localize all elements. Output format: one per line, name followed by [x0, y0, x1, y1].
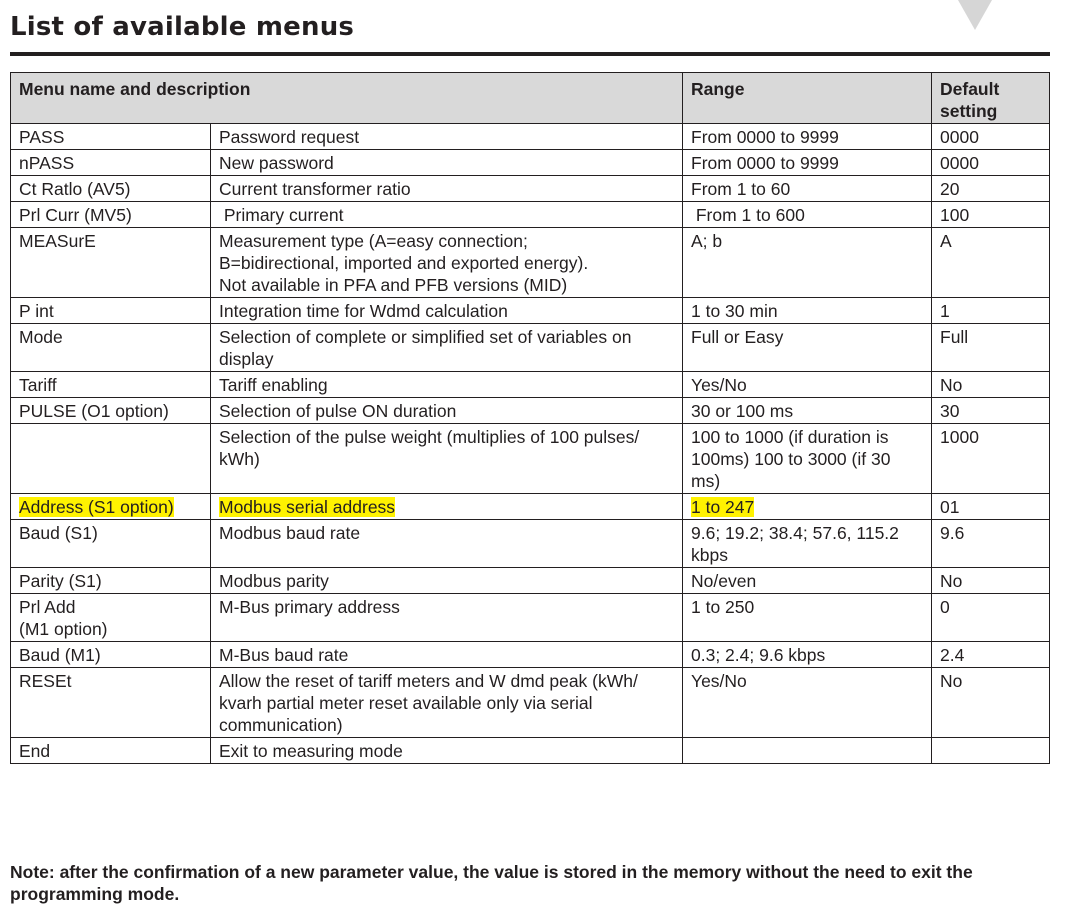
- description-text: Primary current: [219, 205, 344, 225]
- range-text: From 1 to 600: [691, 205, 805, 225]
- table-row: [11, 642, 1050, 668]
- menu-name-cell: [11, 202, 211, 228]
- description-cell: [211, 668, 683, 738]
- table-row: [11, 150, 1050, 176]
- range-text: Full or Easy: [691, 327, 784, 347]
- menu-name-cell: [11, 668, 211, 738]
- range-text: No/even: [691, 571, 757, 591]
- table-row: [11, 372, 1050, 398]
- menu-name-text: Baud (S1): [19, 523, 98, 543]
- menu-name-text: MEASurE: [19, 231, 96, 251]
- default-cell: [932, 594, 1050, 642]
- menu-name-text: P int: [19, 301, 54, 321]
- table-row: [11, 398, 1050, 424]
- menu-name-cell: [11, 298, 211, 324]
- default-text: No: [940, 571, 963, 591]
- description-text: Measurement type (A=easy connection; B=bidirectional, imported and exported energy). Not available in PFA and PFB versions (MID): [219, 231, 589, 295]
- menu-name-text: Tariff: [19, 375, 57, 395]
- description-text: Selection of complete or simplified set of variables on display: [219, 327, 632, 369]
- menu-name-text: PASS: [19, 127, 65, 147]
- menu-name-cell: [11, 150, 211, 176]
- description-text: Allow the reset of tariff meters and W dmd peak (kWh/ kvarh partial meter reset available only via serial communication): [219, 671, 638, 735]
- range-cell: [683, 668, 932, 738]
- default-text: No: [940, 375, 963, 395]
- default-text: 1: [940, 301, 950, 321]
- header-range: Range: [683, 73, 932, 124]
- range-text: 9.6; 19.2; 38.4; 57.6, 115.2 kbps: [691, 523, 899, 565]
- description-cell: [211, 228, 683, 298]
- default-cell: [932, 398, 1050, 424]
- table-row: [11, 324, 1050, 372]
- table-row: [11, 124, 1050, 150]
- default-cell: [932, 424, 1050, 494]
- range-cell: [683, 520, 932, 568]
- range-text: From 0000 to 9999: [691, 127, 839, 147]
- menu-name-cell: [11, 520, 211, 568]
- range-cell: [683, 150, 932, 176]
- menu-name-text: PULSE (O1 option): [19, 401, 169, 421]
- menu-name-cell: [11, 324, 211, 372]
- header-default: Default setting: [932, 73, 1050, 124]
- corner-triangle-icon: [958, 0, 992, 30]
- range-cell: [683, 202, 932, 228]
- default-cell: [932, 324, 1050, 372]
- default-text: 0: [940, 597, 950, 617]
- default-text: 01: [940, 497, 960, 517]
- table-row: [11, 298, 1050, 324]
- default-cell: [932, 668, 1050, 738]
- range-cell: [683, 298, 932, 324]
- range-cell: [683, 324, 932, 372]
- default-cell: [932, 372, 1050, 398]
- default-text: 30: [940, 401, 960, 421]
- menu-name-cell: [11, 568, 211, 594]
- menu-name-cell: [11, 642, 211, 668]
- description-text: Exit to measuring mode: [219, 741, 403, 761]
- range-cell: [683, 398, 932, 424]
- range-text: 1 to 30 min: [691, 301, 778, 321]
- description-text: Modbus serial address: [219, 497, 396, 517]
- range-cell: [683, 738, 932, 764]
- menu-name-text: RESEt: [19, 671, 72, 691]
- menu-name-cell: [11, 494, 211, 520]
- description-cell: [211, 520, 683, 568]
- menu-name-text: Mode: [19, 327, 63, 347]
- range-text: 1 to 250: [691, 597, 755, 617]
- table-row: [11, 668, 1050, 738]
- range-text: 100 to 1000 (if duration is 100ms) 100 to 3000 (if 30 ms): [691, 427, 891, 491]
- description-text: Selection of the pulse weight (multiplies of 100 pulses/ kWh): [219, 427, 640, 469]
- table-row: [11, 202, 1050, 228]
- menu-name-text: Baud (M1): [19, 645, 101, 665]
- description-cell: [211, 594, 683, 642]
- range-cell: [683, 124, 932, 150]
- menu-name-text: Prl Curr (MV5): [19, 205, 132, 225]
- table-header-row: [11, 73, 1050, 124]
- menu-name-cell: [11, 124, 211, 150]
- description-cell: [211, 424, 683, 494]
- description-cell: [211, 124, 683, 150]
- range-text: 1 to 247: [691, 497, 755, 517]
- description-cell: [211, 494, 683, 520]
- menu-name-text: nPASS: [19, 153, 75, 173]
- menu-name-text: Address (S1 option): [19, 497, 174, 517]
- menu-name-cell: [11, 594, 211, 642]
- range-cell: [683, 176, 932, 202]
- title-rule: [10, 52, 1050, 56]
- description-text: Modbus parity: [219, 571, 329, 591]
- menu-name-text: Ct Ratlo (AV5): [19, 179, 131, 199]
- default-text: 1000: [940, 427, 979, 447]
- description-text: Modbus baud rate: [219, 523, 361, 543]
- description-text: Password request: [219, 127, 360, 147]
- default-text: 2.4: [940, 645, 965, 665]
- default-cell: [932, 520, 1050, 568]
- range-cell: [683, 494, 932, 520]
- range-text: From 0000 to 9999: [691, 153, 839, 173]
- default-text: A: [940, 231, 952, 251]
- table-row: [11, 228, 1050, 298]
- description-cell: [211, 202, 683, 228]
- default-cell: [932, 568, 1050, 594]
- menu-name-text: End: [19, 741, 51, 761]
- menu-name-cell: [11, 176, 211, 202]
- default-text: 20: [940, 179, 960, 199]
- description-cell: [211, 150, 683, 176]
- description-text: M-Bus primary address: [219, 597, 400, 617]
- description-text: Tariff enabling: [219, 375, 328, 395]
- menu-name-text: Prl Add (M1 option): [19, 597, 108, 639]
- range-text: From 1 to 60: [691, 179, 791, 199]
- default-cell: [932, 642, 1050, 668]
- page-title: List of available menus: [10, 12, 355, 42]
- default-cell: [932, 494, 1050, 520]
- default-text: Full: [940, 327, 969, 347]
- table-row: [11, 424, 1050, 494]
- menu-name-text: Parity (S1): [19, 571, 102, 591]
- description-cell: [211, 298, 683, 324]
- default-cell: [932, 150, 1050, 176]
- table-row: [11, 738, 1050, 764]
- description-text: M-Bus baud rate: [219, 645, 349, 665]
- menu-name-cell: [11, 738, 211, 764]
- range-cell: [683, 228, 932, 298]
- header-menu-name: Menu name and description: [11, 73, 683, 124]
- range-text: A; b: [691, 231, 723, 251]
- menus-table: [10, 72, 1050, 764]
- description-cell: [211, 568, 683, 594]
- description-text: Current transformer ratio: [219, 179, 411, 199]
- table-row: [11, 494, 1050, 520]
- default-cell: [932, 176, 1050, 202]
- default-cell: [932, 298, 1050, 324]
- range-cell: [683, 372, 932, 398]
- menu-name-cell: [11, 372, 211, 398]
- description-cell: [211, 398, 683, 424]
- default-text: 100: [940, 205, 970, 225]
- description-text: Selection of pulse ON duration: [219, 401, 457, 421]
- menu-name-cell: [11, 228, 211, 298]
- range-cell: [683, 594, 932, 642]
- table-row: [11, 568, 1050, 594]
- description-cell: [211, 324, 683, 372]
- default-cell: [932, 124, 1050, 150]
- default-text: 0000: [940, 153, 979, 173]
- table-row: [11, 520, 1050, 568]
- description-text: Integration time for Wdmd calculation: [219, 301, 508, 321]
- range-cell: [683, 642, 932, 668]
- range-text: 0.3; 2.4; 9.6 kbps: [691, 645, 826, 665]
- default-text: 9.6: [940, 523, 965, 543]
- description-text: New password: [219, 153, 334, 173]
- range-text: 30 or 100 ms: [691, 401, 794, 421]
- range-text: Yes/No: [691, 375, 747, 395]
- description-cell: [211, 642, 683, 668]
- table-row: [11, 176, 1050, 202]
- default-cell: [932, 202, 1050, 228]
- range-cell: [683, 568, 932, 594]
- default-text: 0000: [940, 127, 979, 147]
- default-cell: [932, 738, 1050, 764]
- menu-name-cell: [11, 424, 211, 494]
- table-row: [11, 594, 1050, 642]
- range-text: Yes/No: [691, 671, 747, 691]
- menu-name-cell: [11, 398, 211, 424]
- default-cell: [932, 228, 1050, 298]
- range-cell: [683, 424, 932, 494]
- description-cell: [211, 176, 683, 202]
- description-cell: [211, 738, 683, 764]
- description-cell: [211, 372, 683, 398]
- footnote: Note: after the confirmation of a new parameter value, the value is stored in the memory without the need to exit the programming mode.: [10, 862, 973, 904]
- default-text: No: [940, 671, 963, 691]
